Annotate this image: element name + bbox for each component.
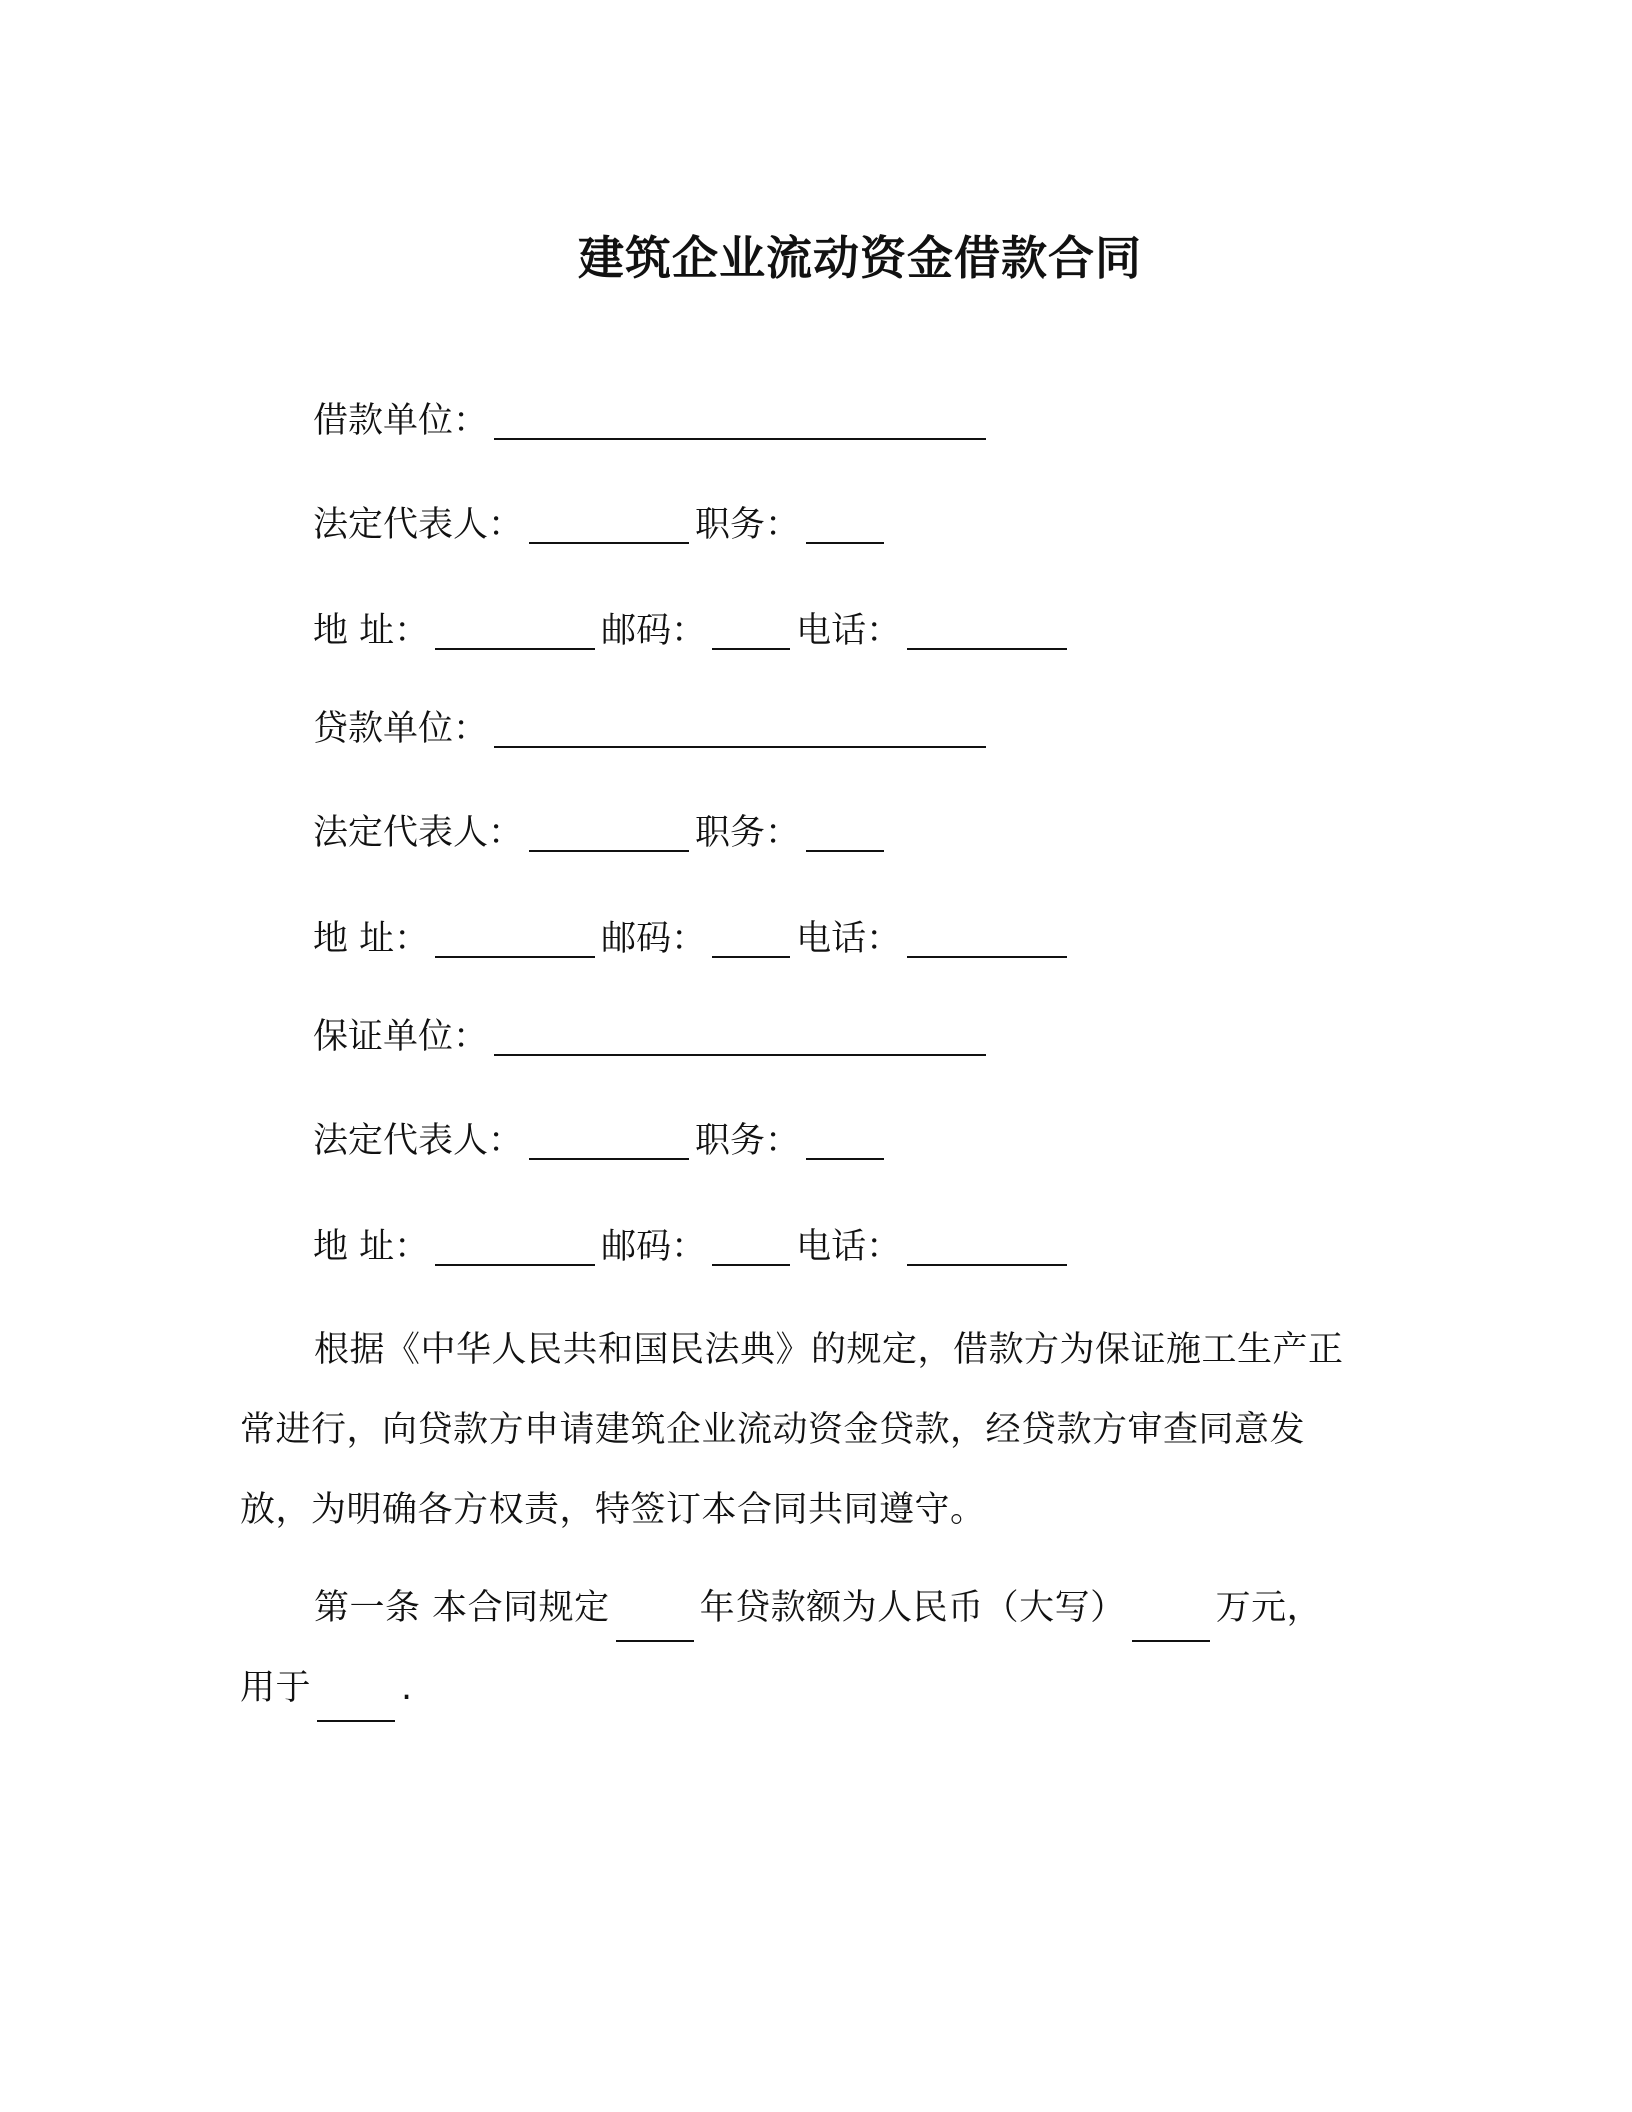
- lender-address-line: [313, 914, 1073, 964]
- article-1-amount-blank[interactable]: [1132, 1602, 1210, 1642]
- guarantor-phone-blank[interactable]: [907, 1226, 1067, 1266]
- guarantor-rep-blank[interactable]: [529, 1120, 689, 1160]
- guarantor-phone-label: 电话：: [796, 1227, 902, 1267]
- guarantor-position-label: 职务：: [695, 1121, 801, 1161]
- borrower-rep-label: 法定代表人：: [313, 505, 524, 545]
- guarantor-unit-label: 保证单位：: [313, 1017, 489, 1057]
- guarantor-position-blank[interactable]: [806, 1120, 884, 1160]
- lender-unit-blank[interactable]: [494, 708, 986, 748]
- borrower-rep-blank[interactable]: [529, 504, 689, 544]
- guarantor-rep-label: 法定代表人：: [313, 1121, 524, 1161]
- borrower-postcode-blank[interactable]: [712, 610, 790, 650]
- preamble-paragraph: 根据《中华人民共和国民法典》的规定，借款方为保证施工生产正常进行，向贷款方申请建筑企业流动资金贷款，经贷款方审查同意发放，为明确各方权责，特签订本合同共同遵守。: [240, 1330, 1344, 1530]
- lender-address-blank[interactable]: [435, 918, 595, 958]
- borrower-position-label: 职务：: [695, 505, 801, 545]
- guarantor-postcode-label: 邮码：: [601, 1227, 707, 1267]
- guarantor-address-label: 地 址：: [313, 1227, 430, 1267]
- borrower-phone-label: 电话：: [796, 611, 902, 651]
- article-1-purpose-blank[interactable]: [317, 1682, 395, 1722]
- borrower-phone-blank[interactable]: [907, 610, 1067, 650]
- lender-postcode-label: 邮码：: [601, 919, 707, 959]
- lender-position-blank[interactable]: [806, 812, 884, 852]
- article-1-part4: .: [401, 1668, 413, 1708]
- guarantor-address-blank[interactable]: [435, 1226, 595, 1266]
- borrower-address-blank[interactable]: [435, 610, 595, 650]
- lender-position-label: 职务：: [695, 813, 801, 853]
- lender-phone-label: 电话：: [796, 919, 902, 959]
- lender-phone-blank[interactable]: [907, 918, 1067, 958]
- lender-rep-line: [313, 808, 890, 858]
- article-1-part3: 万元，用于: [240, 1588, 1323, 1708]
- lender-postcode-blank[interactable]: [712, 918, 790, 958]
- guarantor-rep-line: [313, 1116, 890, 1166]
- guarantor-postcode-blank[interactable]: [712, 1226, 790, 1266]
- article-1-paragraph: [240, 1568, 1350, 1728]
- borrower-address-label: 地 址：: [313, 611, 430, 651]
- guarantor-unit-line: [313, 1012, 992, 1062]
- borrower-postcode-label: 邮码：: [601, 611, 707, 651]
- lender-address-label: 地 址：: [313, 919, 430, 959]
- lender-rep-label: 法定代表人：: [313, 813, 524, 853]
- borrower-rep-line: [313, 500, 890, 550]
- borrower-address-line: [313, 606, 1073, 656]
- guarantor-unit-blank[interactable]: [494, 1016, 986, 1056]
- article-1-part1: 第一条 本合同规定: [314, 1588, 610, 1628]
- document-title: 建筑企业流动资金借款合同: [578, 231, 1142, 285]
- article-1-part2: 年贷款额为人民币（大写）: [699, 1588, 1126, 1628]
- article-1-year-blank[interactable]: [616, 1602, 694, 1642]
- lender-rep-blank[interactable]: [529, 812, 689, 852]
- guarantor-address-line: [313, 1222, 1073, 1272]
- borrower-unit-blank[interactable]: [494, 400, 986, 440]
- lender-unit-line: [313, 704, 992, 754]
- borrower-position-blank[interactable]: [806, 504, 884, 544]
- borrower-unit-label: 借款单位：: [313, 401, 489, 441]
- borrower-unit-line: [313, 396, 992, 446]
- lender-unit-label: 贷款单位：: [313, 709, 489, 749]
